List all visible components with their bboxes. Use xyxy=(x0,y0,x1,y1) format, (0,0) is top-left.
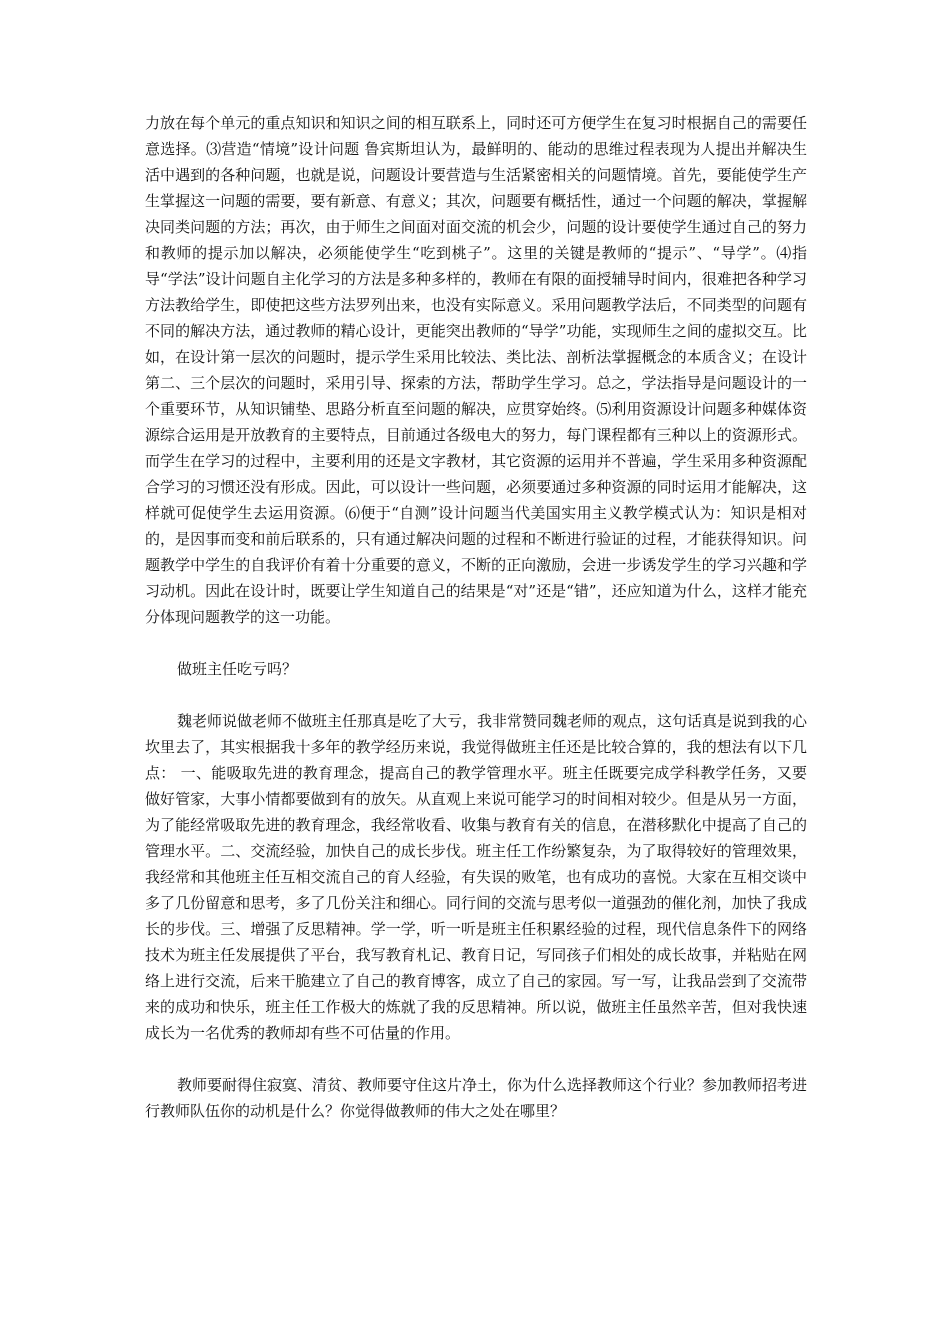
section-heading: 做班主任吃亏吗？ xyxy=(177,660,298,678)
document-page xyxy=(145,110,807,1124)
body-paragraph-teacher-questions: 教师要耐得住寂寞、清贫、教师要守住这片净土，你为什么选择教师这个行业？参加教师招考进行教师队伍你的动机是什么？你觉得做教师的伟大之处在哪里？ xyxy=(145,1076,808,1120)
body-paragraph-head-teacher: 魏老师说做老师不做班主任那真是吃了大亏，我非常赞同魏老师的观点，这句话真是说到我的心坎里去了，其实根据我十多年的教学经历来说，我觉得做班主任还是比较合算的，我的想法有以下几点： 一、能吸取先进的教育理念，提高自己的教学管理水平。班主任既要完成学科教学任务，又要做好管家，大事小情都要做到有的放矢。从直观上来说可能学习的时间相对较少。但是从另一方面，为了能经常吸取先进的教育理念，我经常收看、收集与教育有关的信息，在潜移默化中提高了自己的管理水平。二、交流经验，加快自己的成长步伐。班主任工作纷繁复杂，为了取得较好的管理效果，我经常和其他班主任互相交流自己的育人经验，有失误的败笔，也有成功的喜悦。大家在互相交谈中多了几份留意和思考，多了几份关注和细心。同行间的交流与思考似一道强劲的催化剂，加快了我成长的步伐。三、增强了反思精神。学一学，听一听是班主任积累经验的过程，现代信息条件下的网络技术为班主任发展提供了平台，我写教育札记、教育日记，写同孩子们相处的成长故事，并粘贴在网络上进行交流，后来干脆建立了自己的教育博客，成立了自己的家园。写一写，让我品尝到了交流带来的成功和快乐，班主任工作极大的炼就了我的反思精神。所以说，做班主任虽然辛苦，但对我快速成长为一名优秀的教师却有些不可估量的作用。 xyxy=(145,712,808,1042)
body-paragraph-problem-design: 力放在每个单元的重点知识和知识之间的相互联系上，同时还可方便学生在复习时根据自己的需要任意选择。⑶营造“情境”设计问题 鲁宾斯坦认为，最鲜明的、能动的思维过程表现为人提出并解决生活中遇到的各种问题，也就是说，问题设计要营造与生活紧密相关的问题情境。首先，要能使学生产生掌握这一问题的需要，要有新意、有意义；其次，问题要有概括性，通过一个问题的解决，掌握解决同类问题的方法；再次，由于师生之间面对面交流的机会少，问题的设计要使学生通过自己的努力和教师的提示加以解决，必须能使学生“吃到桃子”。这里的关键是教师的“提示”、“导学”。⑷指导“学法”设计问题自主化学习的方法是多种多样的，教师在有限的面授辅导时间内，很难把各种学习方法教给学生，即使把这些方法罗列出来，也没有实际意义。采用问题教学法后，不同类型的问题有不同的解决方法，通过教师的精心设计，更能突出教师的“导学”功能，实现师生之间的虚拟交互。比如，在设计第一层次的问题时，提示学生采用比较法、类比法、剖析法掌握概念的本质含义；在设计第二、三个层次的问题时，采用引导、探索的方法，帮助学生学习。总之，学法指导是问题设计的一个重要环节，从知识铺垫、思路分析直至问题的解决，应贯穿始终。⑸利用资源设计问题多种媒体资源综合运用是开放教育的主要特点，目前通过各级电大的努力，每门课程都有三种以上的资源形式。而学生在学习的过程中，主要利用的还是文字教材，其它资源的运用并不普遍，学生采用多种资源配合学习的习惯还没有形成。因此，可以设计一些问题，必须要通过多种资源的同时运用才能解决，这样就可促使学生去运用资源。⑹便于“自测”设计问题当代美国实用主义教学模式认为：知识是相对的，是因事而变和前后联系的，只有通过解决问题的过程和不断进行验证的过程，才能获得知识。问题教学中学生的自我评价有着十分重要的意义，不断的正向激励，会进一步诱发学生的学习兴趣和学习动机。因此在设计时，既要让学生知道自己的结果是“对”还是“错”，还应知道为什么，这样才能充分体现问题教学的这一功能。 xyxy=(145,114,807,626)
